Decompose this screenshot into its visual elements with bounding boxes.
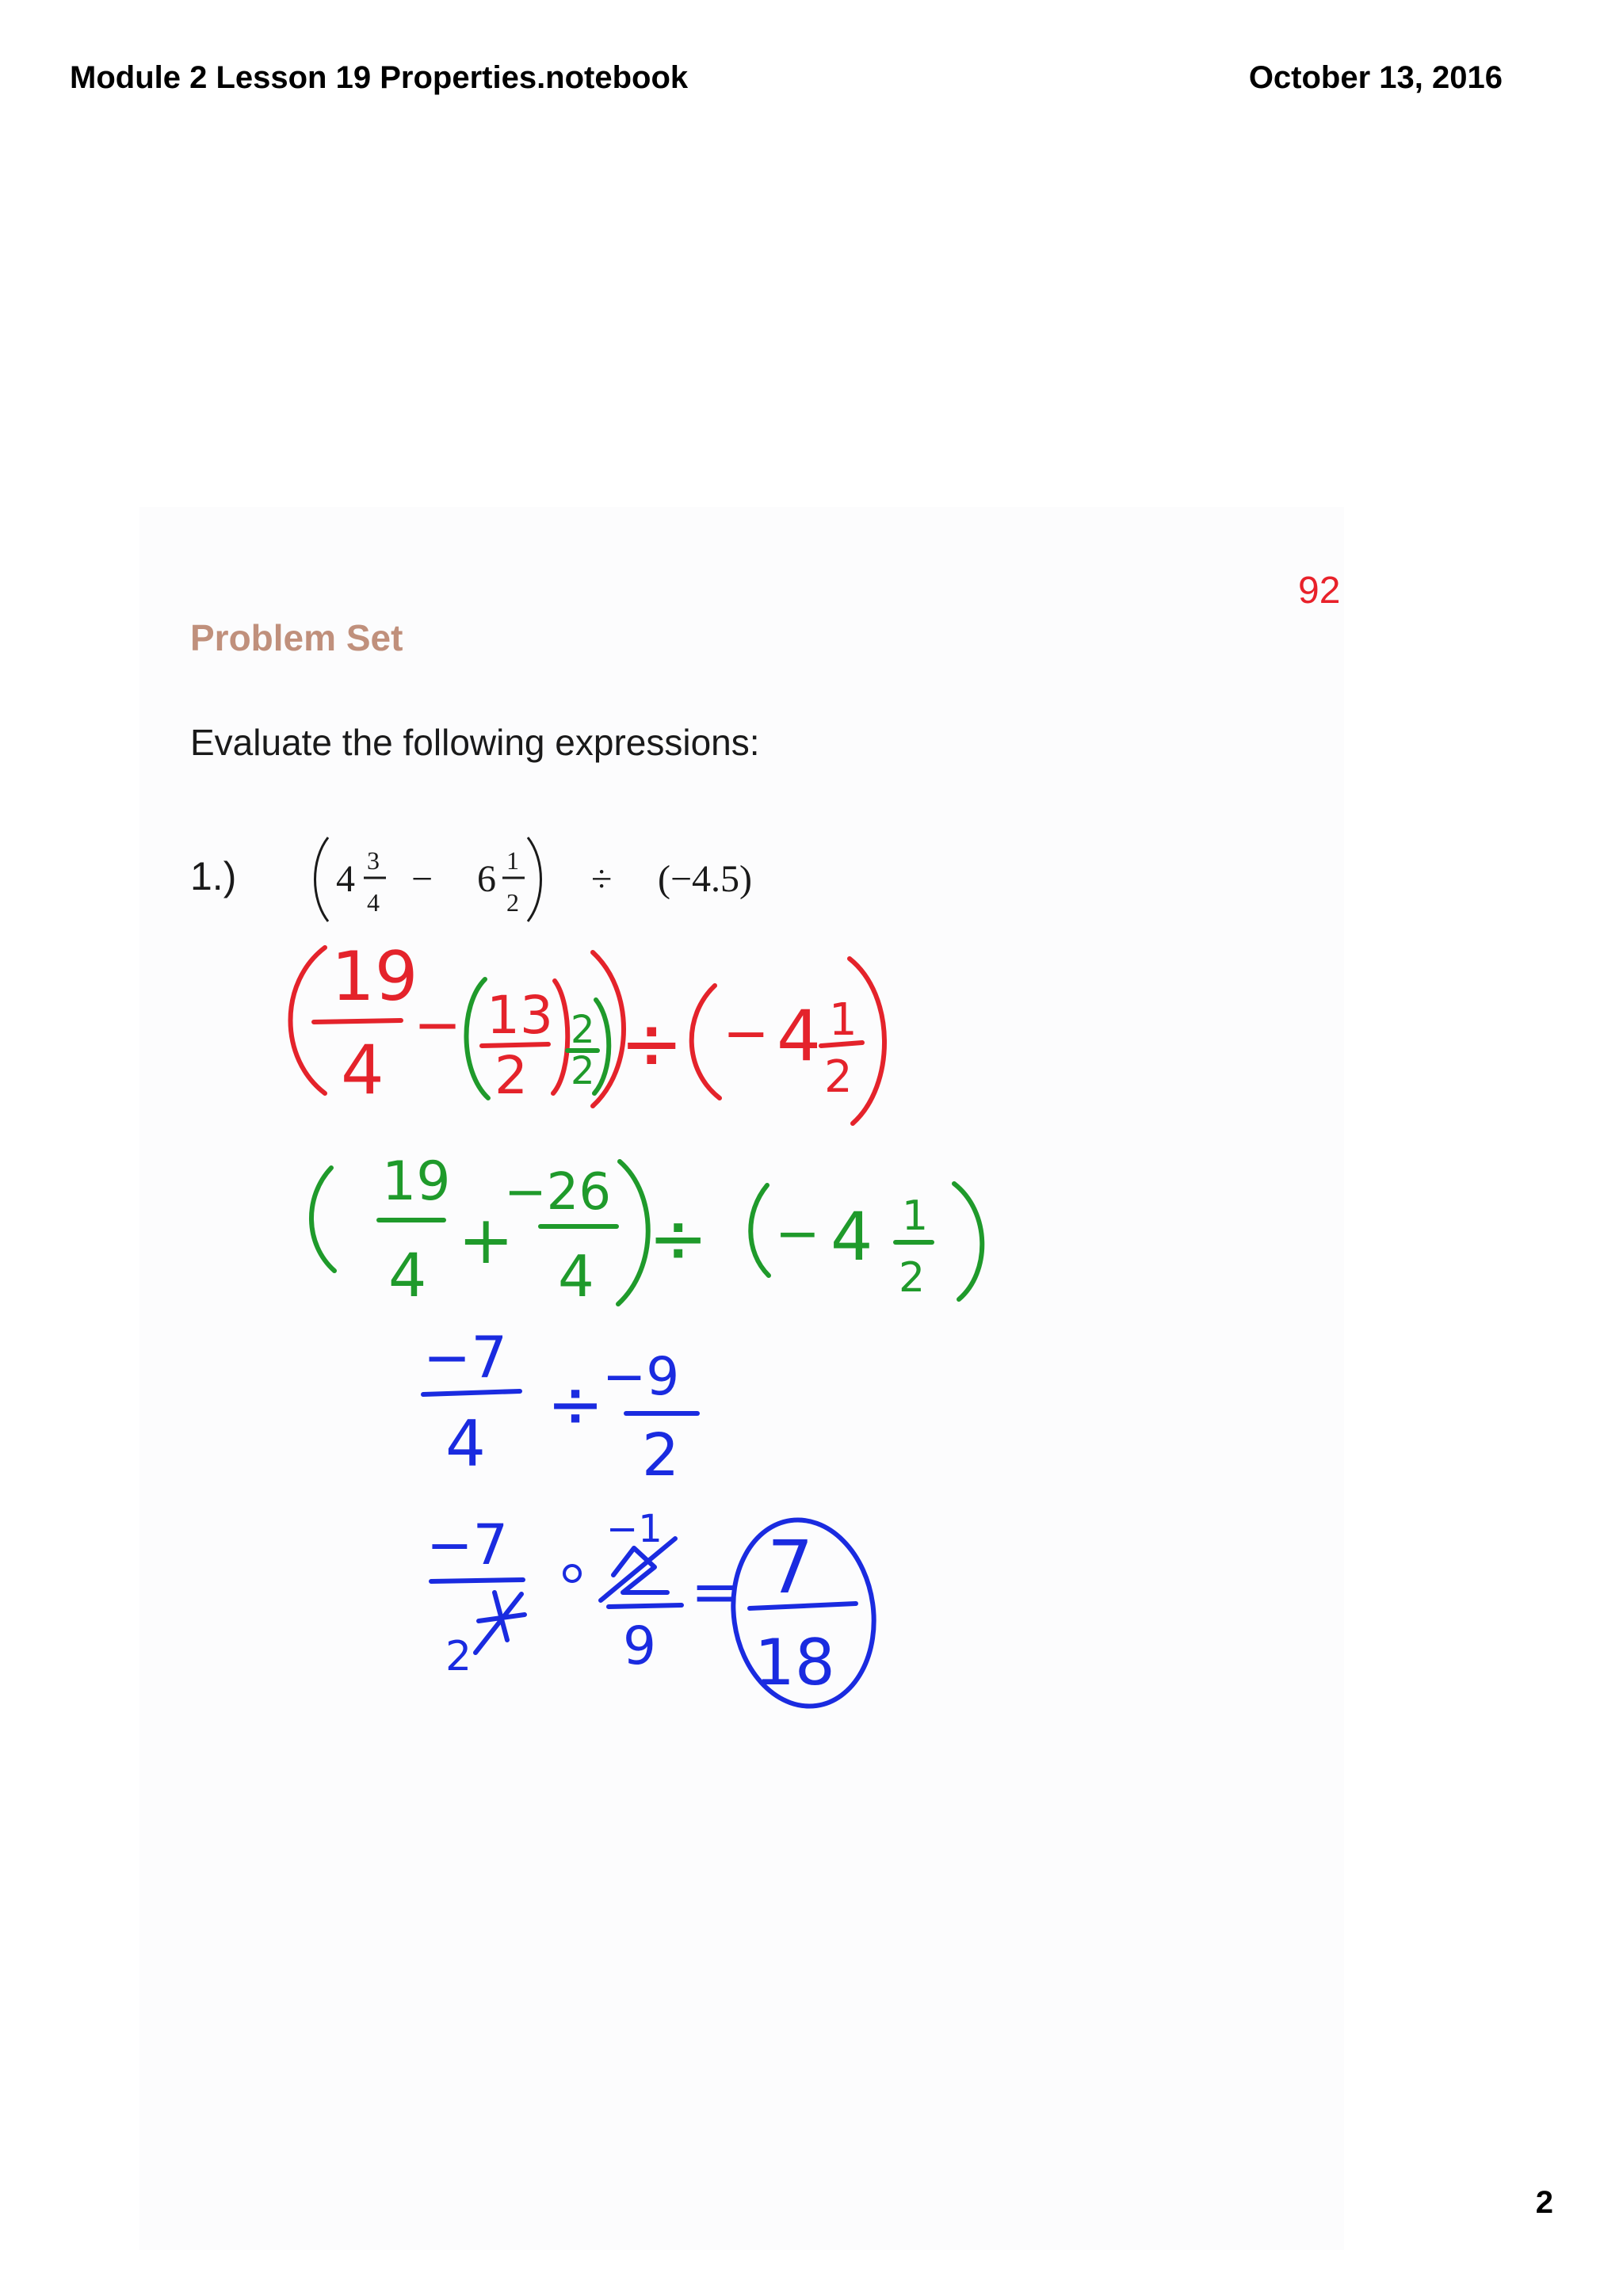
step3-division-sign: ÷: [547, 1365, 605, 1444]
division-sign: ÷: [591, 858, 613, 900]
mixed-number-whole-b: 6: [477, 858, 496, 900]
step2-whole-number: 4: [831, 1198, 873, 1276]
problem-instruction: Evaluate the following expressions:: [190, 722, 760, 763]
step1-fraction-1-numerator: 19: [331, 937, 418, 1016]
step1-division-sign: ÷: [620, 999, 684, 1088]
step3-fraction-2-numerator: −9: [602, 1346, 680, 1407]
answer-numerator: 7: [767, 1525, 814, 1610]
page-number: 2: [1535, 2185, 1553, 2220]
solution-step-2: [311, 1150, 982, 1310]
step1-negative-sign: −: [723, 1001, 769, 1066]
mixed-number-whole-a: 4: [336, 858, 355, 900]
step1-whole-number: 4: [777, 995, 821, 1077]
step3-fraction-1-numerator: −7: [423, 1324, 508, 1390]
problem-number: 1.): [190, 854, 237, 898]
answer-denominator: 18: [754, 1626, 835, 1699]
step1-minus-sign: −: [414, 991, 462, 1058]
divisor-value: (−4.5): [658, 858, 753, 900]
problem-set-heading: Problem Set: [190, 617, 403, 658]
step1-mixed-numerator: 1: [829, 994, 857, 1046]
step1-multiplier-numerator: 2: [571, 1008, 595, 1052]
step2-negative-sign: −: [775, 1203, 820, 1265]
step4-reduced-numerator: −1: [606, 1507, 663, 1551]
step1-multiplier-denominator: 2: [571, 1049, 595, 1093]
step4-fraction-2-denominator: 9: [623, 1615, 656, 1676]
step2-mixed-denominator: 2: [899, 1254, 926, 1302]
fraction-denominator-a: 4: [367, 888, 380, 917]
step2-mixed-numerator: 1: [902, 1192, 929, 1240]
step1-mixed-denominator: 2: [824, 1051, 853, 1103]
step4-reduced-denominator: 2: [445, 1633, 472, 1680]
step1-fraction-1-denominator: 4: [341, 1031, 384, 1110]
step4-fraction-1-numerator: −7: [426, 1512, 509, 1577]
solution-step-3: [423, 1324, 697, 1489]
step3-fraction-1-denominator: 4: [445, 1407, 486, 1481]
step2-fraction-1-numerator: 19: [382, 1150, 451, 1213]
step1-fraction-2-numerator: 13: [487, 985, 553, 1046]
solution-step-1: [291, 937, 885, 1123]
document-title: Module 2 Lesson 19 Properties.notebook: [70, 60, 689, 95]
step2-division-sign: ÷: [648, 1197, 708, 1280]
solution-step-4: [426, 1507, 886, 1715]
fraction-numerator-a: 3: [367, 846, 380, 875]
step4-equals-sign: =: [691, 1558, 739, 1625]
step2-fraction-1-denominator: 4: [388, 1240, 427, 1310]
step2-fraction-2-numerator: −26: [504, 1163, 612, 1222]
minus-sign: −: [411, 858, 433, 900]
cancelled-denominator-4: [475, 1592, 525, 1653]
step4-multiplication-dot: [564, 1566, 580, 1581]
step3-fraction-2-denominator: 2: [642, 1421, 680, 1489]
step2-plus-sign: +: [458, 1201, 514, 1279]
handwritten-page-reference: 92: [1298, 570, 1341, 612]
step2-fraction-2-denominator: 4: [558, 1243, 594, 1310]
fraction-numerator-b: 1: [506, 846, 519, 875]
fraction-denominator-b: 2: [506, 888, 519, 917]
step1-fraction-2-denominator: 2: [495, 1045, 528, 1106]
document-date: October 13, 2016: [1248, 60, 1503, 95]
